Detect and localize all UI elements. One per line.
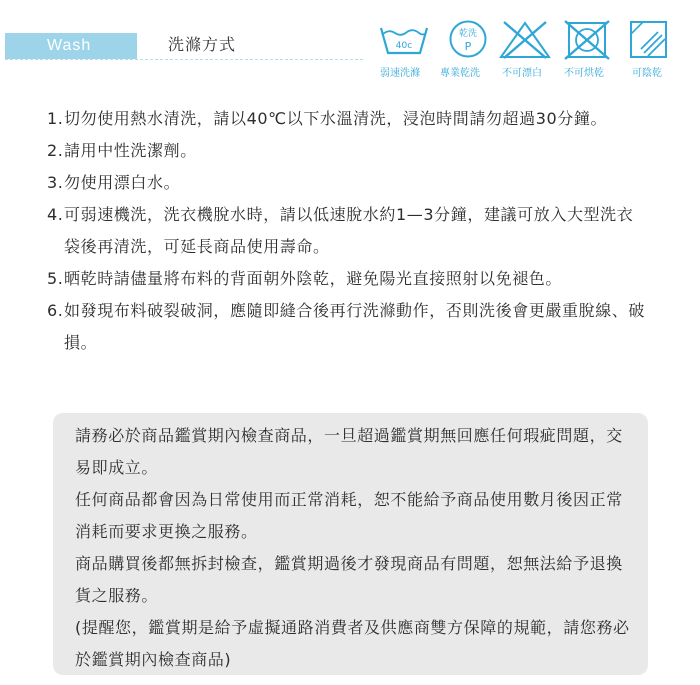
instruction-list	[47, 103, 647, 359]
list-item	[47, 135, 647, 167]
notice-paragraph: 任何商品都會因為日常使用而正常消耗，恕不能給予商品使用數月後因正常消耗而要求更換之服務。	[75, 490, 623, 541]
list-item-text: 切勿使用熱水清洗，請以40℃以下水溫清洗，浸泡時間請勿超過30分鐘。	[64, 109, 608, 128]
list-item-text: 可弱速機洗，洗衣機脫水時，請以低速脫水約1—3分鐘，建議可放入大型洗衣袋後再清洗，可延長商品使用壽命。	[64, 205, 634, 256]
care-label-no-tumble-dry: 不可烘乾	[564, 68, 604, 79]
wash-temp-symbol: 40c	[395, 41, 413, 51]
list-item-number: 1.	[47, 109, 64, 128]
no-bleach-icon	[498, 20, 552, 60]
header-divider	[5, 59, 363, 60]
wash-tab: Wash	[5, 33, 137, 59]
notice-paragraph: 請務必於商品鑑賞期內檢查商品，一旦超過鑑賞期無回應任何瑕疵問題，交易即成立。	[75, 426, 623, 477]
list-item-number: 3.	[47, 173, 64, 192]
list-item	[47, 103, 647, 135]
no-tumble-dry-icon	[562, 20, 612, 60]
notice-box	[53, 413, 648, 675]
list-item	[47, 199, 647, 263]
care-label-dry-clean: 專業乾洗	[440, 68, 480, 79]
care-label-no-bleach: 不可漂白	[502, 68, 542, 79]
list-item	[47, 295, 647, 359]
list-item	[47, 167, 647, 199]
list-item-number: 4.	[47, 205, 64, 224]
list-item-text: 晒乾時請儘量將布料的背面朝外陰乾，避免陽光直接照射以免褪色。	[64, 269, 563, 288]
list-item-text: 請用中性洗潔劑。	[64, 141, 197, 160]
care-label-shade-dry: 可陰乾	[632, 68, 662, 79]
dry-clean-p-symbol: P	[464, 40, 472, 53]
notice-paragraph: (提醒您，鑑賞期是給予虛擬通路消費者及供應商雙方保障的規範，請您務必於鑑賞期內檢查商品)	[75, 618, 630, 669]
list-item	[47, 263, 647, 295]
dry-clean-top-symbol: 乾洗	[458, 29, 478, 39]
wash-tub-icon	[378, 20, 430, 58]
list-item-number: 5.	[47, 269, 64, 288]
list-item-text: 勿使用漂白水。	[64, 173, 181, 192]
list-item-number: 6.	[47, 301, 64, 320]
section-title: 洗滌方式	[168, 35, 237, 54]
list-item-text: 如發現布料破裂破洞，應隨即縫合後再行洗滌動作，否則洗後會更嚴重脫線、破損。	[64, 301, 646, 352]
list-item-number: 2.	[47, 141, 64, 160]
care-label-gentle-wash: 弱速洗滌	[380, 68, 420, 79]
shade-dry-icon	[629, 20, 669, 60]
notice-paragraph: 商品購買後都無拆封檢查，鑑賞期過後才發現商品有問題，恕無法給予退換貨之服務。	[75, 554, 623, 605]
dry-clean-icon	[447, 18, 489, 60]
